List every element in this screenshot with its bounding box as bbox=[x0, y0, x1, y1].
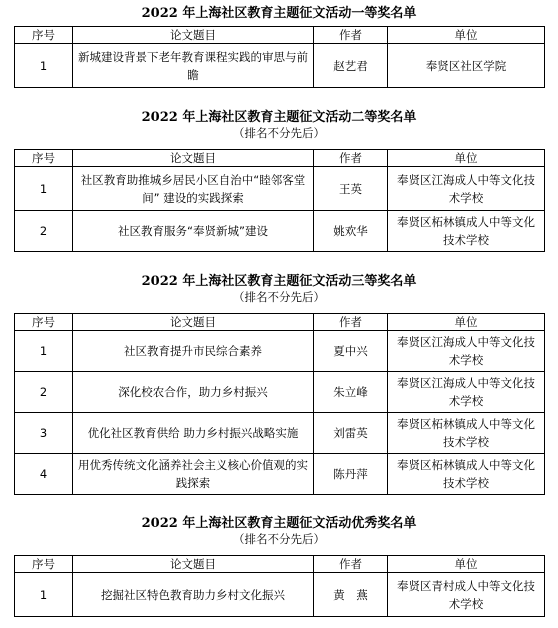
cell-unit: 奉贤区江海成人中等文化技术学校 bbox=[388, 167, 545, 211]
cell-author: 姚欢华 bbox=[314, 211, 388, 252]
header-no: 序号 bbox=[15, 314, 73, 331]
cell-no: 2 bbox=[15, 372, 73, 413]
header-author: 作者 bbox=[314, 150, 388, 167]
first-prize-title: 2022 年上海社区教育主题征文活动一等奖名单 bbox=[141, 6, 417, 21]
cell-author: 刘雷英 bbox=[314, 413, 388, 454]
cell-unit: 奉贤区柘林镇成人中等文化技术学校 bbox=[388, 454, 545, 495]
header-unit: 单位 bbox=[388, 314, 545, 331]
cell-unit: 奉贤区柘林镇成人中等文化技术学校 bbox=[388, 211, 545, 252]
header-topic: 论文题目 bbox=[73, 150, 314, 167]
header-topic: 论文题目 bbox=[73, 556, 314, 573]
cell-author: 朱立峰 bbox=[314, 372, 388, 413]
cell-no: 1 bbox=[15, 167, 73, 211]
second-prize-table bbox=[14, 149, 545, 252]
cell-author: 王英 bbox=[314, 167, 388, 211]
table-row bbox=[15, 413, 545, 454]
table-row bbox=[15, 454, 545, 495]
cell-unit: 奉贤区柘林镇成人中等文化技术学校 bbox=[388, 413, 545, 454]
cell-author: 夏中兴 bbox=[314, 331, 388, 372]
first-prize-table bbox=[14, 26, 545, 88]
table-header-row bbox=[15, 27, 545, 44]
cell-author: 陈丹萍 bbox=[314, 454, 388, 495]
header-author: 作者 bbox=[314, 27, 388, 44]
third-prize-note: （排名不分先后） bbox=[233, 290, 325, 304]
header-unit: 单位 bbox=[388, 27, 545, 44]
cell-topic: 社区教育提升市民综合素养 bbox=[73, 331, 314, 372]
cell-no: 1 bbox=[15, 44, 73, 88]
excellent-prize-table bbox=[14, 555, 545, 617]
cell-topic: 优化社区教育供给 助力乡村振兴战略实施 bbox=[73, 413, 314, 454]
excellent-prize-section bbox=[0, 516, 558, 547]
first-prize-section bbox=[0, 6, 558, 22]
header-unit: 单位 bbox=[388, 556, 545, 573]
third-prize-title: 2022 年上海社区教育主题征文活动三等奖名单 bbox=[141, 274, 417, 289]
cell-unit: 奉贤区江海成人中等文化技术学校 bbox=[388, 331, 545, 372]
header-author: 作者 bbox=[314, 556, 388, 573]
table-header-row bbox=[15, 556, 545, 573]
second-prize-note: （排名不分先后） bbox=[233, 126, 325, 140]
cell-topic: 社区教育服务“奉贤新城”建设 bbox=[73, 211, 314, 252]
third-prize-section bbox=[0, 274, 558, 305]
table-header-row bbox=[15, 150, 545, 167]
cell-unit: 奉贤区社区学院 bbox=[388, 44, 545, 88]
third-prize-table bbox=[14, 313, 545, 495]
header-no: 序号 bbox=[15, 556, 73, 573]
cell-no: 3 bbox=[15, 413, 73, 454]
header-topic: 论文题目 bbox=[73, 314, 314, 331]
cell-topic: 新城建设背景下老年教育课程实践的审思与前瞻 bbox=[73, 44, 314, 88]
cell-unit: 奉贤区青村成人中等文化技术学校 bbox=[388, 573, 545, 617]
excellent-prize-title: 2022 年上海社区教育主题征文活动优秀奖名单 bbox=[141, 516, 417, 531]
cell-author: 赵艺君 bbox=[314, 44, 388, 88]
cell-no: 1 bbox=[15, 573, 73, 617]
cell-topic: 深化校农合作，助力乡村振兴 bbox=[73, 372, 314, 413]
header-unit: 单位 bbox=[388, 150, 545, 167]
table-row bbox=[15, 331, 545, 372]
cell-author: 黄 燕 bbox=[314, 573, 388, 617]
header-no: 序号 bbox=[15, 150, 73, 167]
table-header-row bbox=[15, 314, 545, 331]
second-prize-section bbox=[0, 110, 558, 141]
second-prize-title: 2022 年上海社区教育主题征文活动二等奖名单 bbox=[141, 110, 417, 125]
table-row bbox=[15, 211, 545, 252]
cell-topic: 挖掘社区特色教育助力乡村文化振兴 bbox=[73, 573, 314, 617]
table-row bbox=[15, 167, 545, 211]
table-row bbox=[15, 372, 545, 413]
cell-topic: 用优秀传统文化涵养社会主义核心价值观的实践探索 bbox=[73, 454, 314, 495]
table-row bbox=[15, 573, 545, 617]
excellent-prize-note: （排名不分先后） bbox=[233, 532, 325, 546]
cell-no: 2 bbox=[15, 211, 73, 252]
header-no: 序号 bbox=[15, 27, 73, 44]
cell-no: 4 bbox=[15, 454, 73, 495]
header-author: 作者 bbox=[314, 314, 388, 331]
cell-unit: 奉贤区江海成人中等文化技术学校 bbox=[388, 372, 545, 413]
table-row bbox=[15, 44, 545, 88]
cell-topic: 社区教育助推城乡居民小区自治中“睦邻客堂间” 建设的实践探索 bbox=[73, 167, 314, 211]
header-topic: 论文题目 bbox=[73, 27, 314, 44]
cell-no: 1 bbox=[15, 331, 73, 372]
